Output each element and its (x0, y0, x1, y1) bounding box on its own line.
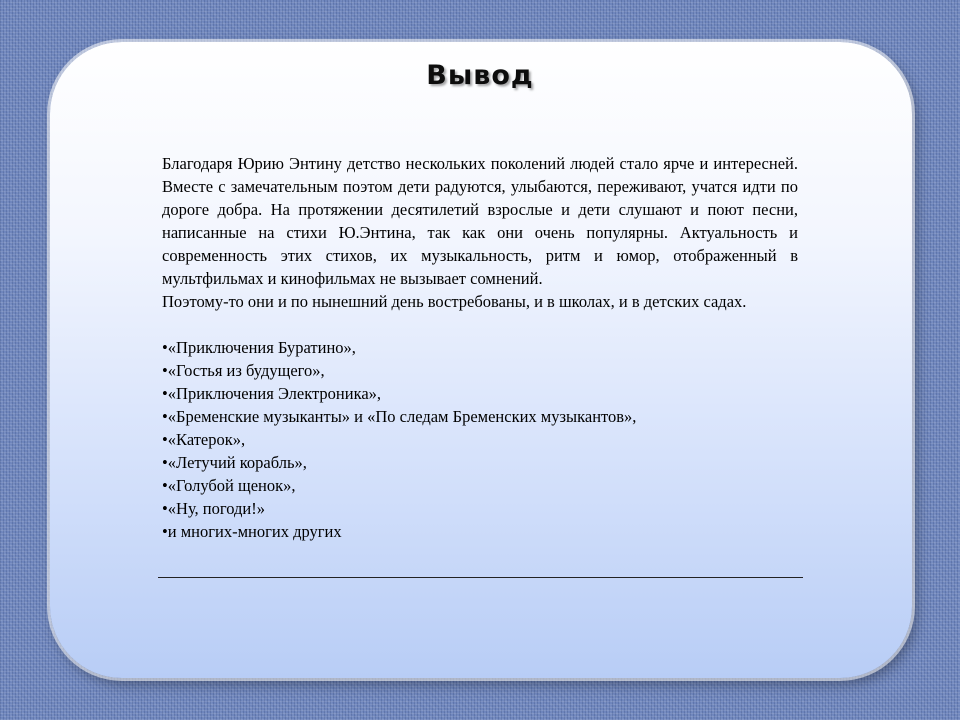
list-item: •«Гостья из будущего», (162, 361, 325, 380)
list-item: •«Катерок», (162, 430, 246, 449)
slide-title: Вывод (426, 60, 534, 91)
list-item: •«Приключения Электроника», (162, 384, 382, 403)
list-item: •«Ну, погоди!» (162, 499, 265, 518)
works-list (162, 336, 798, 543)
demand-paragraph: Поэтому-то они и по нынешний день востребованы, и в школах, и в детских садах. (162, 292, 747, 311)
list-item: •«Бременские музыканты» и «По следам Бременских музыкантов», (162, 407, 637, 426)
list-item: •«Летучий корабль», (162, 453, 307, 472)
paragraph-spacer (162, 313, 798, 336)
divider-line (158, 577, 803, 578)
list-item: •«Приключения Буратино», (162, 338, 356, 357)
conclusion-paragraph: Благодаря Юрию Энтину детство нескольких поколений людей стало ярче и интересней. Вместе с замечательным поэтом дети радуются, улыбаются, переживают, учатся идти по дороге добра. На протяжении десятилетий взрослые и дети слушают и поют песни, написанные на стихи Ю.Энтина, так как они очень популярны. Актуальность и современность этих стихов, их музыкальность, ритм и юмор, отображенный в мультфильмах и кинофильмах не вызывает сомнений. (162, 154, 798, 288)
list-item: •«Голубой щенок», (162, 476, 296, 495)
slide-body (162, 152, 798, 543)
list-item: •и многих-многих других (162, 522, 342, 541)
